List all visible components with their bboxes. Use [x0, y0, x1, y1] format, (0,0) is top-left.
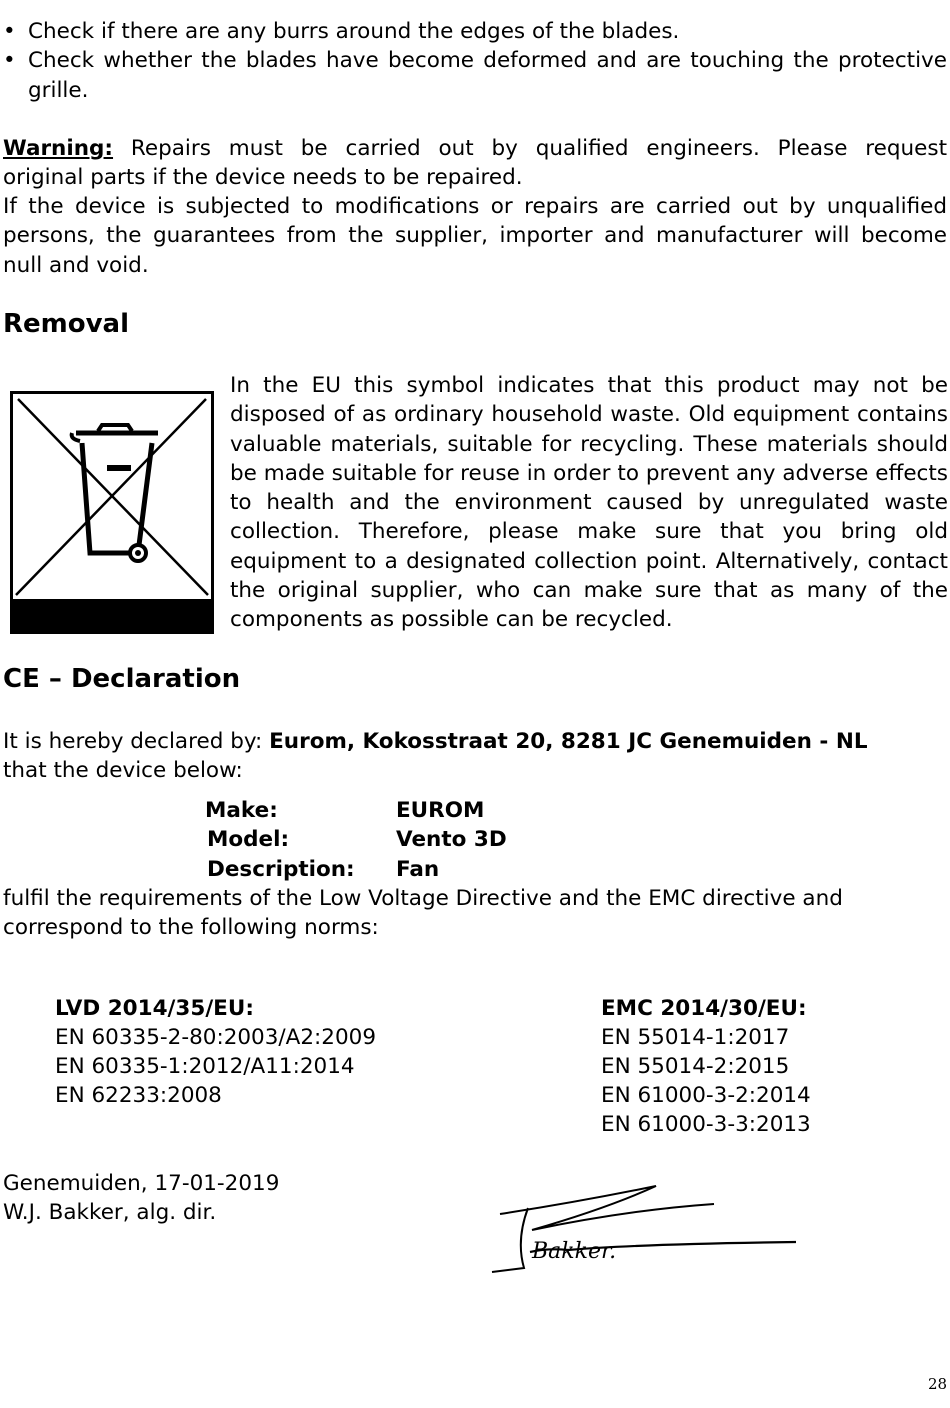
make-value: EUROM: [396, 798, 485, 823]
device-below-line: that the device below:: [3, 758, 243, 783]
bullet-list: [3, 17, 947, 105]
signature: [488, 1180, 808, 1280]
model-label: Model:: [207, 827, 290, 852]
ce-heading: CE – Declaration: [3, 664, 241, 694]
warning-line-2: original parts if the device needs to be repaired.: [3, 165, 523, 190]
bullet-text: Check if there are any burrs around the edges of the blades.: [28, 19, 680, 44]
warning-label: Warning:: [3, 136, 114, 161]
bullet-symbol: •: [3, 48, 16, 74]
emc-title: EMC 2014/30/EU:: [601, 996, 807, 1021]
model-value: Vento 3D: [396, 827, 507, 852]
emc-norm: EN 55014-2:2015: [601, 1054, 790, 1079]
warning-para2-line-3: null and void.: [3, 253, 149, 278]
removal-heading: Removal: [3, 309, 130, 339]
make-label: Make:: [205, 798, 278, 823]
requirements-line-2: correspond to the following norms:: [3, 915, 379, 940]
emc-norm: EN 55014-1:2017: [601, 1025, 790, 1050]
emc-norm: EN 61000-3-2:2014: [601, 1083, 811, 1108]
lvd-title: LVD 2014/35/EU:: [55, 996, 254, 1021]
bullet-text: Check whether the blades have become deformed and are touching the protective grille.: [28, 48, 947, 103]
signature-text: Bakker.: [532, 1239, 617, 1264]
declared-by-company: Eurom, Kokosstraat 20, 8281 JC Genemuiden - NL: [269, 729, 868, 754]
list-item: [3, 17, 947, 46]
warning-line-1: [3, 134, 947, 163]
bullet-symbol: •: [3, 19, 16, 44]
lvd-norm: EN 60335-2-80:2003/A2:2009: [55, 1025, 376, 1050]
lvd-norm: EN 60335-1:2012/A11:2014: [55, 1054, 355, 1079]
place-date: Genemuiden, 17-01-2019: [3, 1171, 280, 1196]
signer: W.J. Bakker, alg. dir.: [3, 1200, 217, 1225]
declared-by-prefix: It is hereby declared by:: [3, 729, 263, 754]
lvd-norm: EN 62233:2008: [55, 1083, 222, 1108]
description-value: Fan: [396, 857, 440, 882]
declared-by-line: [3, 727, 868, 756]
weee-crossed-bin-icon: [10, 391, 214, 634]
warning-text: Repairs must be carried out by qualified engineers. Please request: [130, 136, 947, 161]
removal-text: In the EU this symbol indicates that this product may not be disposed of as ordinary household waste. Old equipment contains valuable materials, suitable for recycling. These materials should be made suitable for reuse in order to prevent any adverse effects to health and the environment caused by unregulated waste collection. Therefore, please make sure that you bring old equipment to a designated collection point. Alternatively, contact the original supplier, who can make sure that as many of the components as possible can be recycled.: [230, 373, 948, 633]
requirements-line-1: fulfil the requirements of the Low Voltage Directive and the EMC directive and: [3, 886, 843, 911]
description-label: Description:: [207, 857, 355, 882]
warning-para2-line-1: If the device is subjected to modifications or repairs are carried out by unqualified: [3, 194, 947, 219]
list-item: [3, 46, 947, 105]
page-number: 28: [928, 1375, 948, 1393]
warning-para2-line-2: persons, the guarantees from the supplier, importer and manufacturer will become: [3, 223, 947, 248]
emc-norm: EN 61000-3-3:2013: [601, 1112, 811, 1137]
